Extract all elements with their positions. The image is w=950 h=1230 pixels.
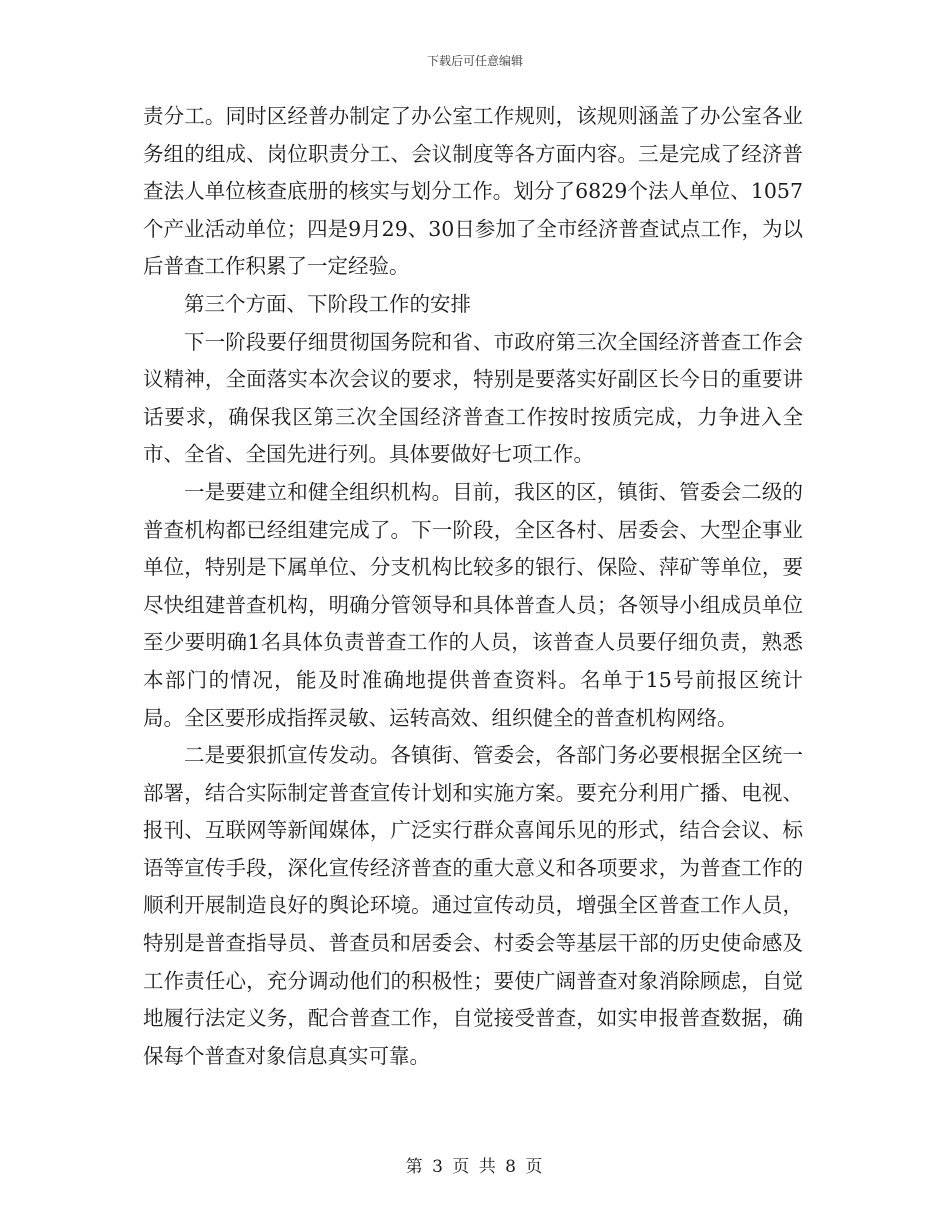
page-header: 下载后可任意编辑 [426,54,523,68]
paragraph-1: 责分工。同时区经普办制定了办公室工作规则，该规则涵盖了办公室各业务组的组成、岗位职责分工、会议制度等各方面内容。三是完成了经济普查法人单位核查底册的核实与划分工作。划分了6829个法人单位、1057个产业活动单位；四是9月29、30日参加了全市经济普查试点工作，为以后普查工作积累了一定经验。 [143,104,803,279]
paragraph-3: 下一阶段要仔细贯彻国务院和省、市政府第三次全国经济普查工作会议精神，全面落实本次会议的要求，特别是要落实好副区长今日的重要讲话要求，确保我区第三次全国经济普查工作按时按质完成，力争进入全市、全省、全国先进行列。具体要做好七项工作。 [143,329,803,467]
document-body [143,98,803,1075]
section-heading: 第三个方面、下阶段工作的安排 [184,291,471,316]
page-number: 第 3 页 共 8 页 [405,1157,545,1177]
paragraph-4: 一是要建立和健全组织机构。目前，我区的区，镇街、管委会二级的普查机构都已经组建完成了。下一阶段，全区各村、居委会、大型企事业单位，特别是下属单位、分支机构比较多的银行、保险、萍矿等单位，要尽快组建普查机构，明确分管领导和具体普查人员；各领导小组成员单位至少要明确1名具体负责普查工作的人员，该普查人员要仔细负责，熟悉本部门的情况，能及时准确地提供普查资料。名单于15号前报区统计局。全区要形成指挥灵敏、运转高效、组织健全的普查机构网络。 [143,479,803,730]
paragraph-5: 二是要狠抓宣传发动。各镇街、管委会，各部门务必要根据全区统一部署，结合实际制定普查宣传计划和实施方案。要充分利用广播、电视、报刊、互联网等新闻媒体，广泛实行群众喜闻乐见的形式，结合会议、标语等宣传手段，深化宣传经济普查的重大意义和各项要求，为普查工作的顺利开展制造良好的舆论环境。通过宣传动员，增强全区普查工作人员，特别是普查指导员、普查员和居委会、村委会等基层干部的历史使命感及工作责任心，充分调动他们的积极性；要使广阔普查对象消除顾虑，自觉地履行法定义务，配合普查工作，自觉接受普查，如实申报普查数据，确保每个普查对象信息真实可靠。 [143,743,803,1068]
